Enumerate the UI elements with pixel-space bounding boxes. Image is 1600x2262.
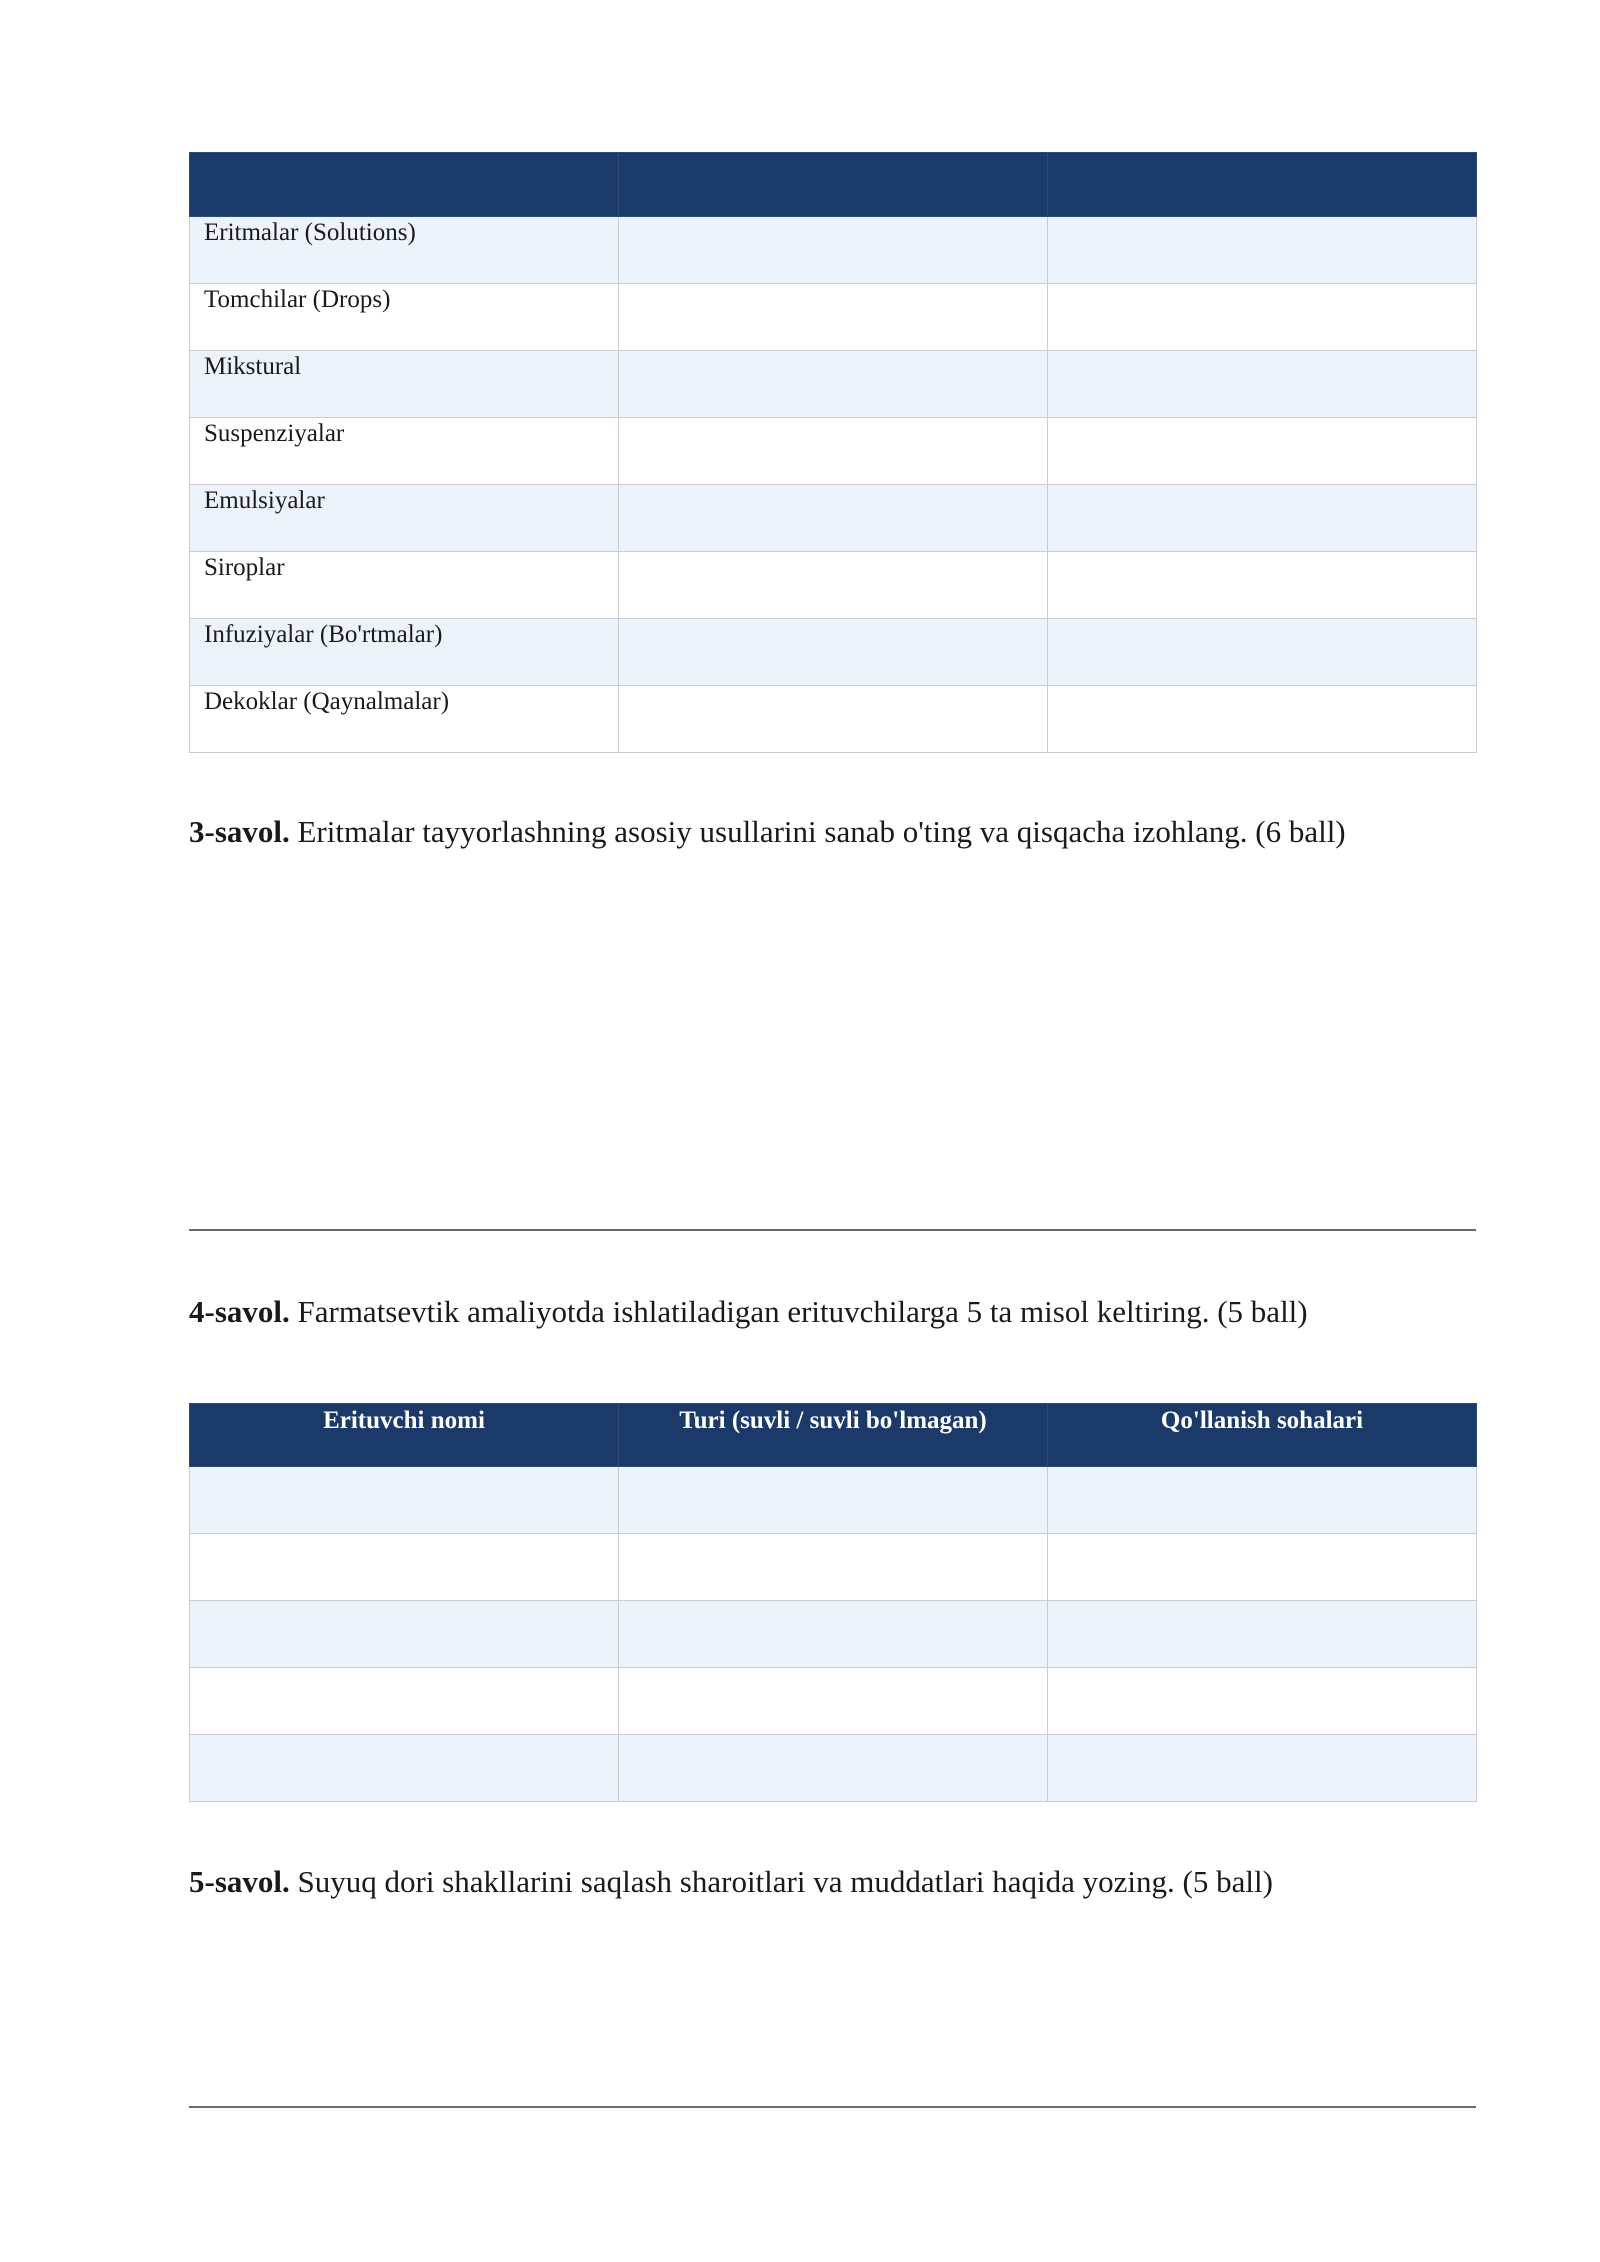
table-row <box>190 1601 1477 1668</box>
answer-cell[interactable] <box>619 351 1048 418</box>
answer-line[interactable] <box>189 1229 1476 1231</box>
table-row <box>190 418 1477 485</box>
table-header-cell: Turi (suvli / suvli bo'lmagan) <box>619 1404 1048 1467</box>
answer-cell[interactable] <box>619 552 1048 619</box>
answer-cell[interactable] <box>190 1534 619 1601</box>
answer-cell[interactable] <box>619 686 1048 753</box>
table-header-cell: Erituvchi nomi <box>190 1404 619 1467</box>
table-row <box>190 552 1477 619</box>
answer-cell[interactable] <box>190 1601 619 1668</box>
question-5 <box>189 1862 1476 1902</box>
question-text: Suyuq dori shakllarini saqlash sharoitlari va muddatlari haqida yozing. (5 ball) <box>297 1864 1273 1899</box>
answer-cell[interactable] <box>1048 619 1477 686</box>
answer-cell[interactable] <box>1048 217 1477 284</box>
answer-cell[interactable] <box>619 418 1048 485</box>
question-text: Eritmalar tayyorlashning asosiy usullarini sanab o'ting va qisqacha izohlang. (6 ball) <box>297 814 1346 849</box>
answer-cell[interactable] <box>1048 1467 1477 1534</box>
table-row <box>190 1735 1477 1802</box>
dosage-form-name: Siroplar <box>190 552 619 619</box>
dosage-form-name: Infuziyalar (Bo'rtmalar) <box>190 619 619 686</box>
solvents-table <box>189 1403 1477 1802</box>
answer-cell[interactable] <box>1048 284 1477 351</box>
answer-cell[interactable] <box>619 217 1048 284</box>
table-row <box>190 284 1477 351</box>
answer-cell[interactable] <box>619 284 1048 351</box>
answer-cell[interactable] <box>619 1668 1048 1735</box>
table-row <box>190 619 1477 686</box>
table-row <box>190 1534 1477 1601</box>
table-header-cell: Qo'llanish sohalari <box>1048 1404 1477 1467</box>
answer-cell[interactable] <box>1048 686 1477 753</box>
answer-cell[interactable] <box>1048 1601 1477 1668</box>
answer-cell[interactable] <box>1048 351 1477 418</box>
answer-cell[interactable] <box>619 1534 1048 1601</box>
answer-cell[interactable] <box>1048 418 1477 485</box>
dosage-form-name: Eritmalar (Solutions) <box>190 217 619 284</box>
answer-cell[interactable] <box>619 1735 1048 1802</box>
answer-cell[interactable] <box>190 1668 619 1735</box>
table-header-cell <box>1048 153 1477 217</box>
question-number: 4-savol. <box>189 1294 290 1329</box>
answer-cell[interactable] <box>619 1601 1048 1668</box>
table-header-row <box>190 153 1477 217</box>
table-header-cell <box>190 153 619 217</box>
dosage-form-name: Dekoklar (Qaynalmalar) <box>190 686 619 753</box>
answer-cell[interactable] <box>1048 552 1477 619</box>
answer-cell[interactable] <box>1048 1668 1477 1735</box>
answer-cell[interactable] <box>1048 1735 1477 1802</box>
table-row <box>190 1668 1477 1735</box>
answer-cell[interactable] <box>619 619 1048 686</box>
answer-cell[interactable] <box>1048 485 1477 552</box>
dosage-forms-table <box>189 152 1477 753</box>
table-header-row <box>190 1404 1477 1467</box>
dosage-form-name: Mikstural <box>190 351 619 418</box>
dosage-form-name: Suspenziyalar <box>190 418 619 485</box>
answer-cell[interactable] <box>190 1735 619 1802</box>
table-header-cell <box>619 153 1048 217</box>
question-number: 3-savol. <box>189 814 290 849</box>
table-row <box>190 485 1477 552</box>
table-row <box>190 686 1477 753</box>
question-text: Farmatsevtik amaliyotda ishlatiladigan erituvchilarga 5 ta misol keltiring. (5 ball) <box>297 1294 1308 1329</box>
answer-cell[interactable] <box>619 1467 1048 1534</box>
table-row <box>190 1467 1477 1534</box>
dosage-form-name: Emulsiyalar <box>190 485 619 552</box>
answer-cell[interactable] <box>619 485 1048 552</box>
question-3 <box>189 812 1476 852</box>
table-row <box>190 351 1477 418</box>
answer-cell[interactable] <box>1048 1534 1477 1601</box>
dosage-form-name: Tomchilar (Drops) <box>190 284 619 351</box>
answer-line[interactable] <box>189 2106 1476 2108</box>
question-number: 5-savol. <box>189 1864 290 1899</box>
table-row <box>190 217 1477 284</box>
question-4 <box>189 1292 1476 1332</box>
answer-cell[interactable] <box>190 1467 619 1534</box>
